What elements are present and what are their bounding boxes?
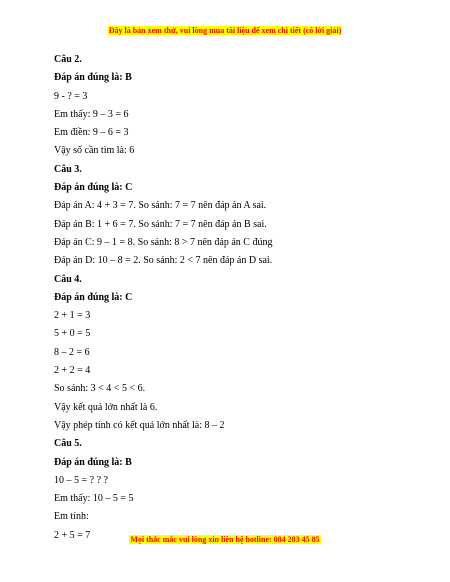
heading-line: Đáp án đúng là: B bbox=[54, 456, 132, 468]
text-line: 10 – 5 = ? ? ? bbox=[54, 474, 108, 486]
text-line: 5 + 0 = 5 bbox=[54, 328, 91, 340]
text-line: Em thấy: 10 – 5 = 5 bbox=[54, 493, 134, 505]
text-line: Đáp án D: 10 – 8 = 2. So sánh: 2 < 7 nên đáp án D sai. bbox=[54, 255, 273, 267]
text-line: Vậy số cần tìm là: 6 bbox=[54, 145, 135, 157]
text-line: Em thấy: 9 – 3 = 6 bbox=[54, 108, 129, 120]
heading-line: Câu 3. bbox=[54, 163, 82, 175]
text-line: 8 – 2 = 6 bbox=[54, 346, 90, 358]
footer-notice-text: Mọi thắc mắc vui lòng xin liên hệ hotline: 084 283 45 85 bbox=[130, 535, 320, 544]
footer-notice bbox=[0, 535, 450, 545]
header-notice-text: Đây là bản xem thử, vui lòng mua tài liệu để xem chi tiết (có lời giải) bbox=[108, 26, 342, 35]
answer-content bbox=[54, 51, 414, 545]
text-line: Vậy phép tính có kết quả lớn nhất là: 8 – 2 bbox=[54, 419, 225, 431]
text-line: So sánh: 3 < 4 < 5 < 6. bbox=[54, 383, 146, 395]
text-line: Em tính: bbox=[54, 511, 89, 523]
heading-line: Đáp án đúng là: C bbox=[54, 291, 133, 303]
text-line: 9 - ? = 3 bbox=[54, 90, 88, 102]
heading-line: Đáp án đúng là: C bbox=[54, 182, 133, 194]
header-notice bbox=[0, 26, 450, 36]
text-line: Đáp án C: 9 – 1 = 8. So sánh: 8 > 7 nên đáp án C đúng bbox=[54, 236, 273, 248]
text-line: 2 + 2 = 4 bbox=[54, 365, 91, 377]
heading-line: Đáp án đúng là: B bbox=[54, 72, 132, 84]
heading-line: Câu 2. bbox=[54, 54, 82, 65]
text-line: Em điền: 9 – 6 = 3 bbox=[54, 127, 129, 139]
text-line: Vậy kết quả lớn nhất là 6. bbox=[54, 401, 158, 413]
text-line: Đáp án B: 1 + 6 = 7. So sánh: 7 = 7 nên đáp án B sai. bbox=[54, 218, 267, 230]
heading-line: Câu 4. bbox=[54, 273, 82, 285]
text-line: Đáp án A: 4 + 3 = 7. So sánh: 7 = 7 nên đáp án A sai. bbox=[54, 200, 267, 212]
heading-line: Câu 5. bbox=[54, 438, 82, 450]
text-line: 2 + 1 = 3 bbox=[54, 310, 91, 322]
text-line: 2 + 5 = 7 bbox=[54, 529, 91, 541]
